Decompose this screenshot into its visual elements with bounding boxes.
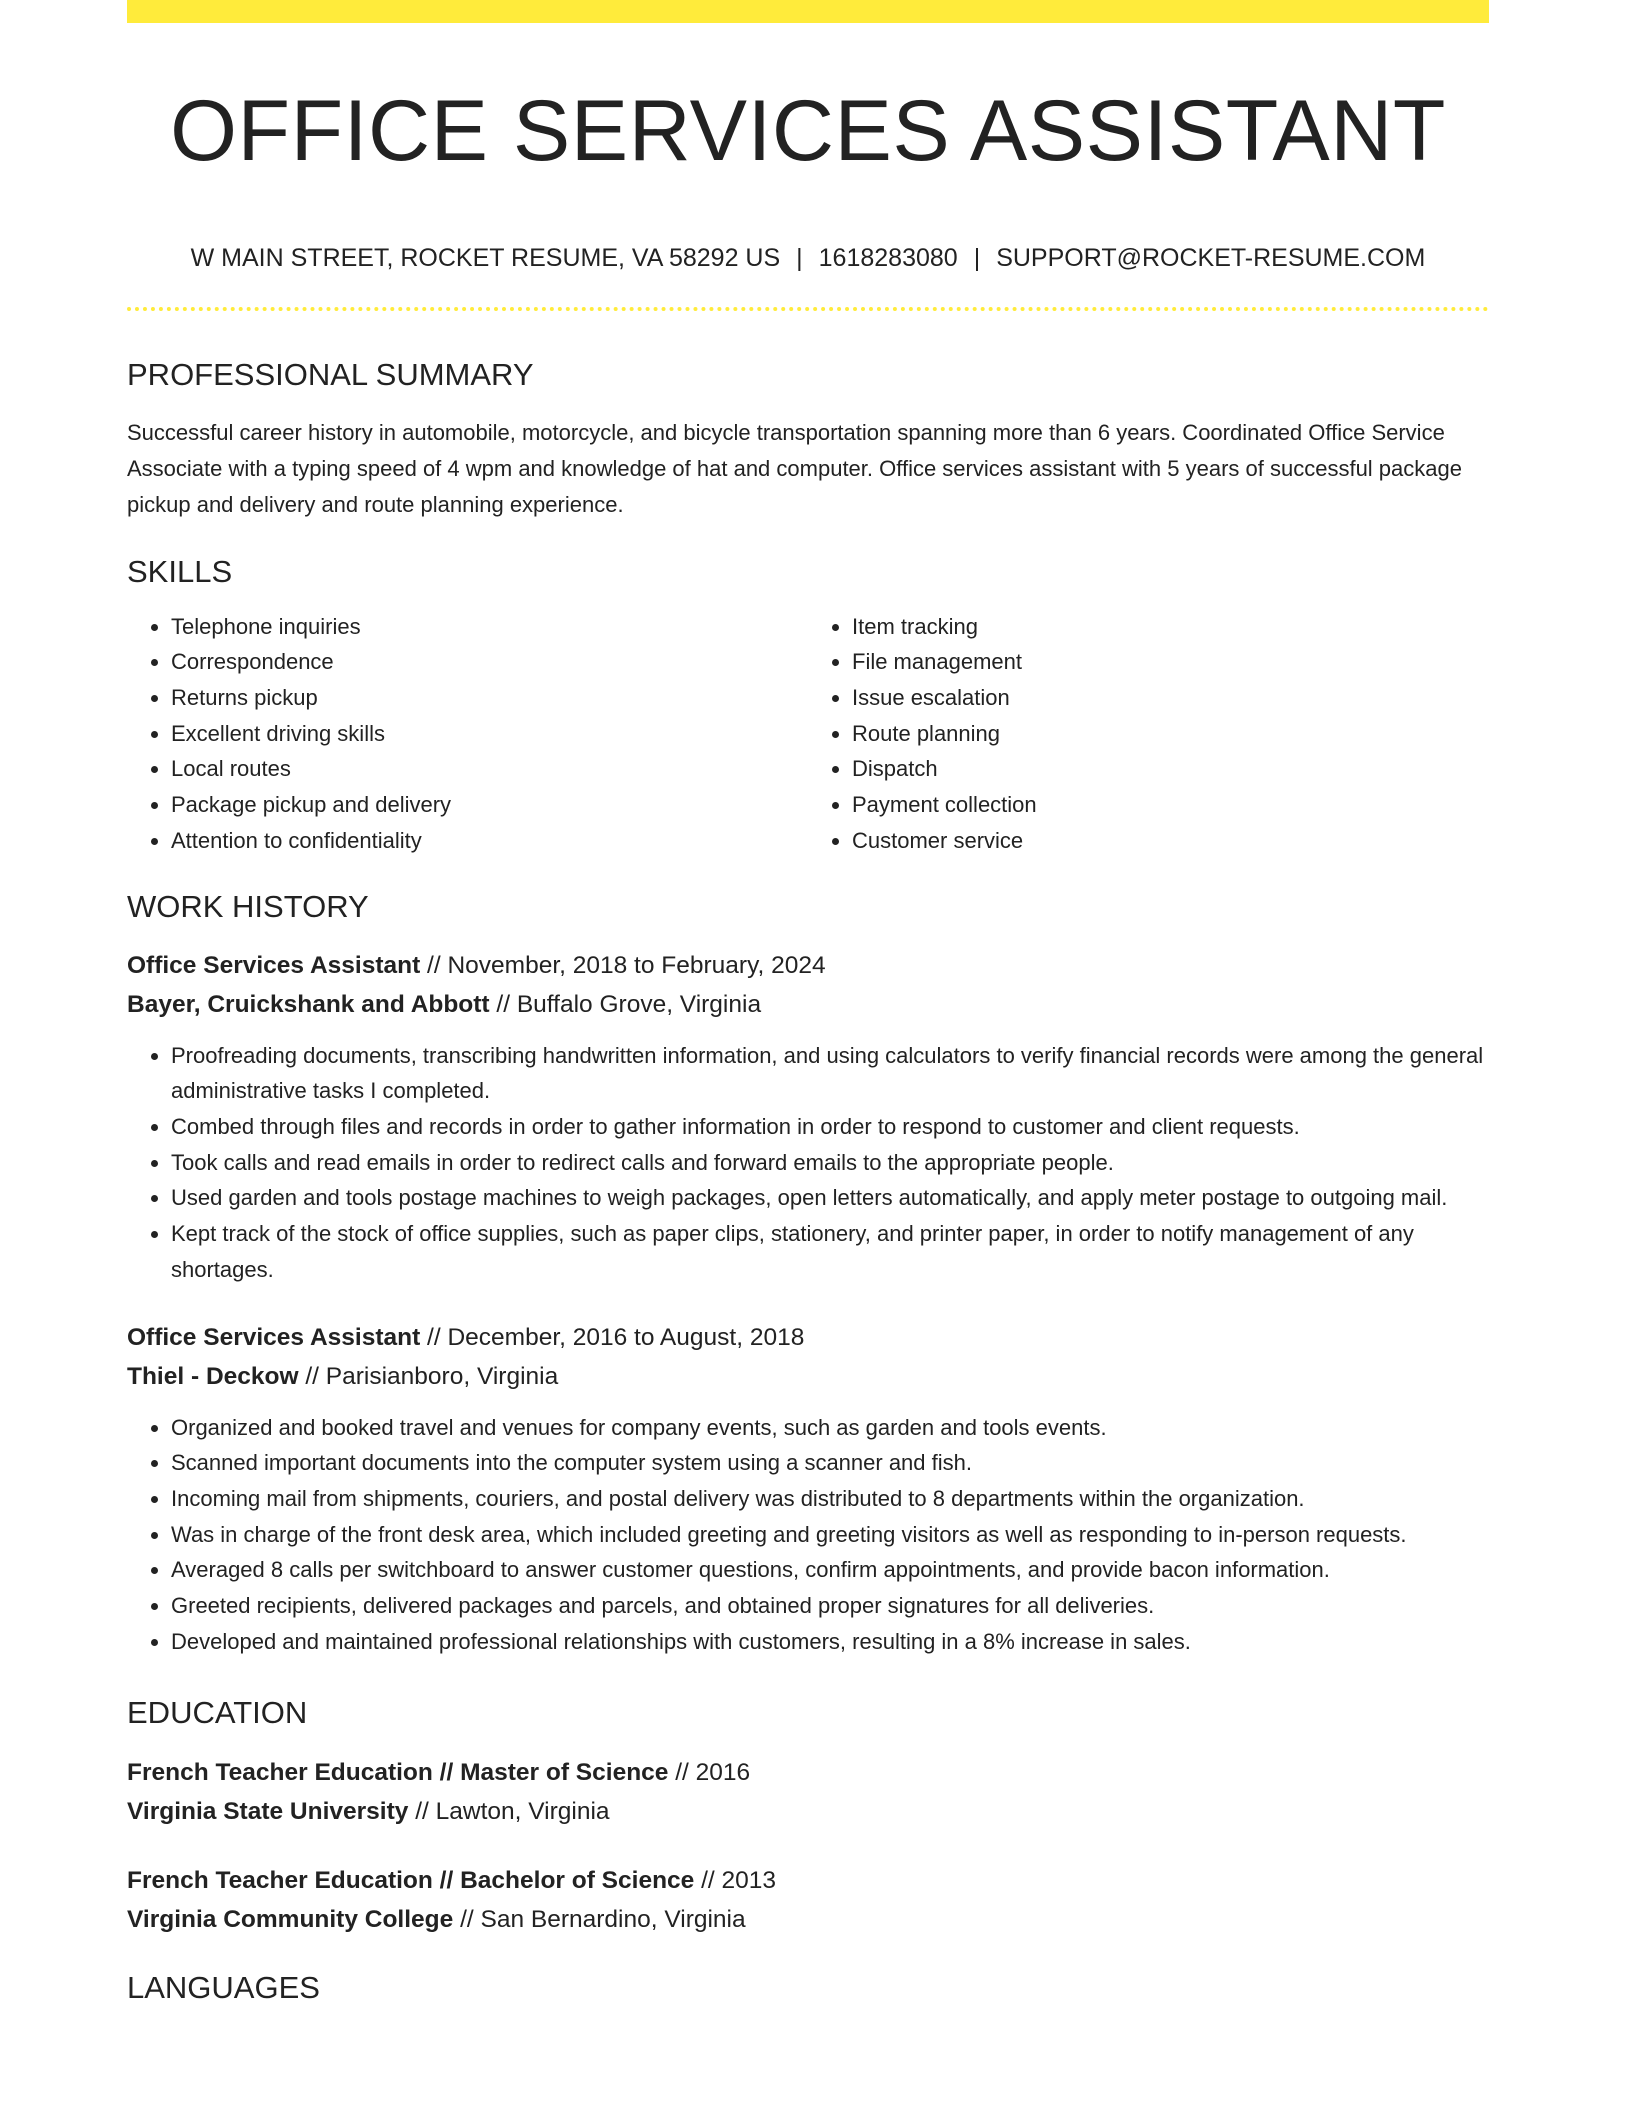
education-degree: French Teacher Education // Bachelor of Science [127,1866,695,1894]
skills-columns [127,609,1489,859]
job-location: // Parisianboro, Virginia [298,1362,559,1390]
skill-item: • File management [852,644,1489,680]
job-header [127,946,1489,1024]
contact-separator: | [973,244,981,273]
skills-list-left [127,609,808,859]
job-role-line [127,946,1489,985]
education-location: // Lawton, Virginia [408,1797,610,1825]
job-bullets [127,1038,1489,1288]
skill-item: • Excellent driving skills [171,716,808,752]
job-bullet: • Combed through files and records in order to gather information in order to respond to customer and client requests. [171,1109,1489,1145]
skill-item: • Telephone inquiries [171,609,808,645]
job-bullet: • Scanned important documents into the computer system using a scanner and fish. [171,1445,1489,1481]
job-company: Bayer, Cruickshank and Abbott [127,990,490,1018]
education-degree-line [127,1753,1489,1792]
education-year: // 2013 [694,1866,777,1894]
skill-item: • Package pickup and delivery [171,787,808,823]
skill-item: • Customer service [852,823,1489,859]
job-location: // Buffalo Grove, Virginia [489,990,762,1018]
job-bullet: • Averaged 8 calls per switchboard to answer customer questions, confirm appointments, and provide bacon information. [171,1552,1489,1588]
job-header [127,1318,1489,1396]
education-school: Virginia State University [127,1797,409,1825]
job-bullet: • Organized and booked travel and venues for company events, such as garden and tools events. [171,1410,1489,1446]
education-school-line [127,1900,1489,1939]
contact-line [127,243,1489,273]
work-history-heading: WORK HISTORY [127,889,369,925]
job-role: Office Services Assistant [127,1323,421,1351]
summary-heading: PROFESSIONAL SUMMARY [127,357,534,393]
skill-item: • Issue escalation [852,680,1489,716]
skill-item: • Correspondence [171,644,808,680]
education-degree: French Teacher Education // Master of Science [127,1758,669,1786]
dotted-divider [127,307,1489,311]
job-bullet: • Proofreading documents, transcribing handwritten information, and using calculators to verify financial records were among the general administrative tasks I completed. [171,1038,1489,1109]
job-company-line [127,985,1489,1024]
resume-title: OFFICE SERVICES ASSISTANT [170,83,1446,179]
education-location: // San Bernardino, Virginia [453,1905,746,1933]
skill-item: • Returns pickup [171,680,808,716]
education-school-line [127,1792,1489,1831]
skill-item: • Payment collection [852,787,1489,823]
job-bullet: • Developed and maintained professional relationships with customers, resulting in a 8% increase in sales. [171,1624,1489,1660]
contact-phone: 1618283080 [818,244,958,273]
languages-heading: LANGUAGES [127,1969,320,2005]
skills-heading: SKILLS [127,554,233,590]
job-role: Office Services Assistant [127,951,421,979]
job-bullet: • Incoming mail from shipments, couriers, and postal delivery was distributed to 8 departments within the organization. [171,1481,1489,1517]
skill-item: • Dispatch [852,751,1489,787]
job-bullet: • Took calls and read emails in order to redirect calls and forward emails to the appropriate people. [171,1145,1489,1181]
education-entry [127,1753,1489,1831]
job-company: Thiel - Deckow [127,1362,299,1390]
resume-page [127,0,1489,2006]
skills-list-right [808,609,1489,859]
job-dates: // November, 2018 to February, 2024 [420,951,826,979]
job-bullet: • Greeted recipients, delivered packages and parcels, and obtained proper signatures for all deliveries. [171,1588,1489,1624]
education-school: Virginia Community College [127,1905,454,1933]
job-bullet: • Kept track of the stock of office supplies, such as paper clips, stationery, and printer paper, in order to notify management of any shortages. [171,1216,1489,1287]
job-bullet: • Was in charge of the front desk area, which included greeting and greeting visitors as well as responding to in-person requests. [171,1517,1489,1553]
job-company-line [127,1357,1489,1396]
summary-text: Successful career history in automobile, motorcycle, and bicycle transportation spanning more than 6 years. Coordinated Office Service Associate with a typing speed of 4 wpm and knowledge of hat and computer. Office services assistant with 5 years of successful package pickup and delivery and route planning experience. [127,420,1462,518]
skill-item: • Route planning [852,716,1489,752]
job-role-line [127,1318,1489,1357]
contact-email: SUPPORT@ROCKET-RESUME.COM [996,244,1426,273]
skill-item: • Attention to confidentiality [171,823,808,859]
job-bullet: • Used garden and tools postage machines to weigh packages, open letters automatically, and apply meter postage to outgoing mail. [171,1180,1489,1216]
education-entry [127,1861,1489,1939]
skill-item: • Item tracking [852,609,1489,645]
education-year: // 2016 [668,1758,751,1786]
education-heading: EDUCATION [127,1694,308,1730]
skill-item: • Local routes [171,751,808,787]
job-dates: // December, 2016 to August, 2018 [420,1323,805,1351]
education-degree-line [127,1861,1489,1900]
contact-address: W MAIN STREET, ROCKET RESUME, VA 58292 US [190,244,781,273]
contact-separator: | [796,244,803,273]
job-bullets [127,1410,1489,1660]
